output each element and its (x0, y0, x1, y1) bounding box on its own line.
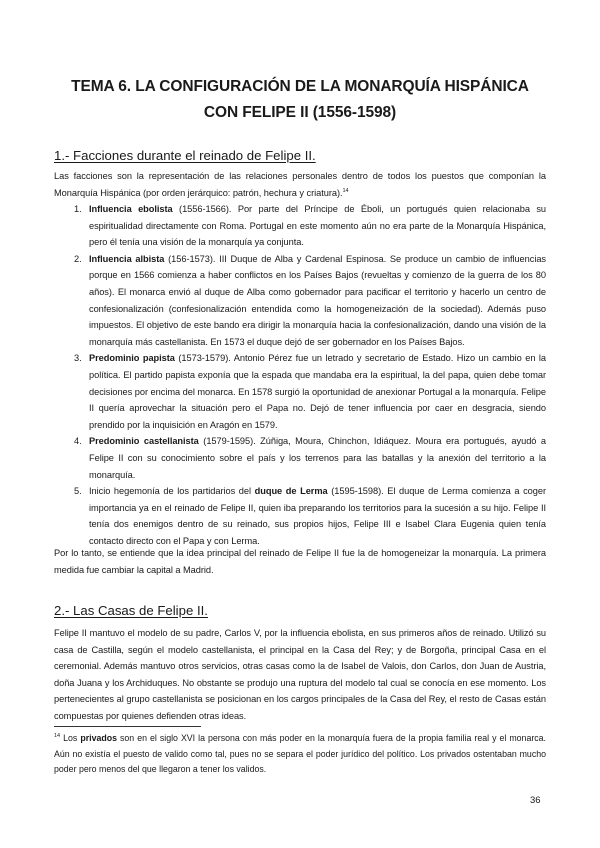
list-item (54, 201, 546, 251)
section-1-intro: Las facciones son la representación de las relaciones personales dentro de todos los puestos que componían la Monarquía Hispánica (por orden jerárquico: patrón, hechura y criatura).$^{14}$ (54, 171, 546, 198)
list-item-term: Predominio castellanista (89, 436, 199, 447)
list-item-number: 5. (74, 486, 82, 497)
footnote: $^{14}$ Los privados son en el siglo XVI la persona con más poder en la monarquía fuera de la propia familia real y el monarca. Aún no existía el puesto de valido como tal, pues no se separa el poder jurídico del político. Los privados ostentaban mucho poder pero menos del que llegaron a tener los validos. (54, 733, 546, 775)
footnote-divider (54, 726, 201, 727)
list-item-term: Influencia ebolista (89, 204, 173, 214)
page-number: 36 (530, 795, 541, 806)
title-line-1: TEMA 6. LA CONFIGURACIÓN DE LA MONARQUÍA HISPÁNICA (71, 78, 529, 95)
footnote-text: son en el siglo XVI la persona con más poder en la monarquía fuera de la propia familia real y el monarca. Aún no existía el puesto de valido como tal, pues no se separa el poder jurídico del político. Los privados ostentaban mucho poder pero menos del que llegaron a tener los validos. (54, 733, 546, 775)
list-item-number: 4. (74, 436, 82, 447)
footnote-number: 14 (54, 733, 61, 740)
list-item-text: (1579-1595). Zúñiga, Moura, Chinchon, Idiáquez. Moura era portugués, ayudó a Felipe II con su conocimiento sobre el país y los terrenos para las batallas y la anexión del territorio a la monarquía. (89, 436, 546, 480)
list-item-text: (1556-1566). Por parte del Príncipe de Éboli, un portugués quien relacionaba su espiritualidad directamente con Roma. Portugal en este momento aún no era parte de la Monarquía Hispánica, pero él tenía una visión de la monarquía ya conjunta. (89, 204, 546, 248)
list-item (54, 483, 546, 549)
list-item (54, 251, 546, 351)
list-item-text: (1573-1579). Antonio Pérez fue un letrado y secretario de Estado. Hizo un cambio en la política. El partido papista exponía que la espada que mandaba era la espiritual, la del papa, quien debe tomar decisiones por encima del monarca. En 1578 surgió la oportunidad de anexionar Portugal a la monarquía. Felipe II quería aprovechar la situación pero el Papa no. Dejó de tener influencia por caer en desgracia, siendo prendido por la inquisición en Aragón en 1579. (89, 353, 546, 430)
list-item-text: (156-1573). III Duque de Alba y Cardenal Espinosa. Se produce un cambio de influencias porque en 1566 comienza a haber conflictos en los Países Bajos (revueltas y comienzo de la guerra de los 80 años). El monarca envió al duque de Alba como gobernador para pacificar el territorio y hacerlo un centro de confesionalización (confesionalización entendida como la homogeneización de la sociedad). Además puso impuestos. El objetivo de este bando era dirigir la monarquía hacia la confesionalización, dando una visión de la monarquía más castellanista. En 1573 el duque dejó de ser gobernador en los Países Bajos. (89, 253, 546, 347)
list-item-number: 3. (74, 353, 82, 364)
footnote-term: privados (80, 733, 117, 743)
list-item-number: 2. (74, 253, 82, 264)
title-line-2: CON FELIPE II (1556-1598) (203, 104, 397, 121)
section-2-text: Felipe II mantuvo el modelo de su padre, Carlos V, por la influencia ebolista, en sus primeros años de reinado. Utilizó su casa de Castilla, según el modelo castellanista, el principal en la Casa del Rey; y de Borgoña, principal Casa en el ceremonial. Además mantuvo otros servicios, otras casas como la de Isabel de Valois, don Carlos, don Juan de Austria, doña Juana y los Archiduques. No obstante se produjo una ruptura del modelo tal cual se conocía en ese momento. Los pertenecientes al grupo castellanista se posicionan en los cargos principales de la Casa del Rey, el resto de Casas están compuestas por quienes defienden otras ideas. (54, 628, 546, 721)
list-item-number: 1. (74, 204, 82, 214)
list-item-term: duque de Lerma (254, 486, 328, 497)
list-item-pre: Inicio hegemonía de los partidarios del (89, 486, 255, 497)
list-item (54, 433, 546, 483)
list-item-term: Predominio papista (89, 353, 175, 364)
page-title (60, 74, 540, 126)
list-item (54, 350, 546, 433)
section-1-heading: 1.- Facciones durante el reinado de Felipe II. (54, 148, 316, 163)
factions-list (54, 201, 546, 549)
section-2-heading: 2.- Las Casas de Felipe II. (54, 603, 208, 618)
footnote-ref: 14 (342, 187, 349, 194)
section-1-conclusion: Por lo tanto, se entiende que la idea principal del reinado de Felipe II fue la de homogeneizar la monarquía. La primera medida fue cambiar la capital a Madrid. (54, 548, 546, 575)
list-item-text: (1595-1598). El duque de Lerma comienza a coger importancia ya en el reinado de Felipe II, quien iba preparando los territorios para la sucesión a su hijo. Felipe II tenía dos enemigos dentro de su reinado, sus propios hijos, Felipe III e Isabel Clara Eugenia quien tenía contacto directo con el Papa y con Lerma. (89, 486, 546, 546)
list-item-term: Influencia albista (89, 253, 165, 264)
